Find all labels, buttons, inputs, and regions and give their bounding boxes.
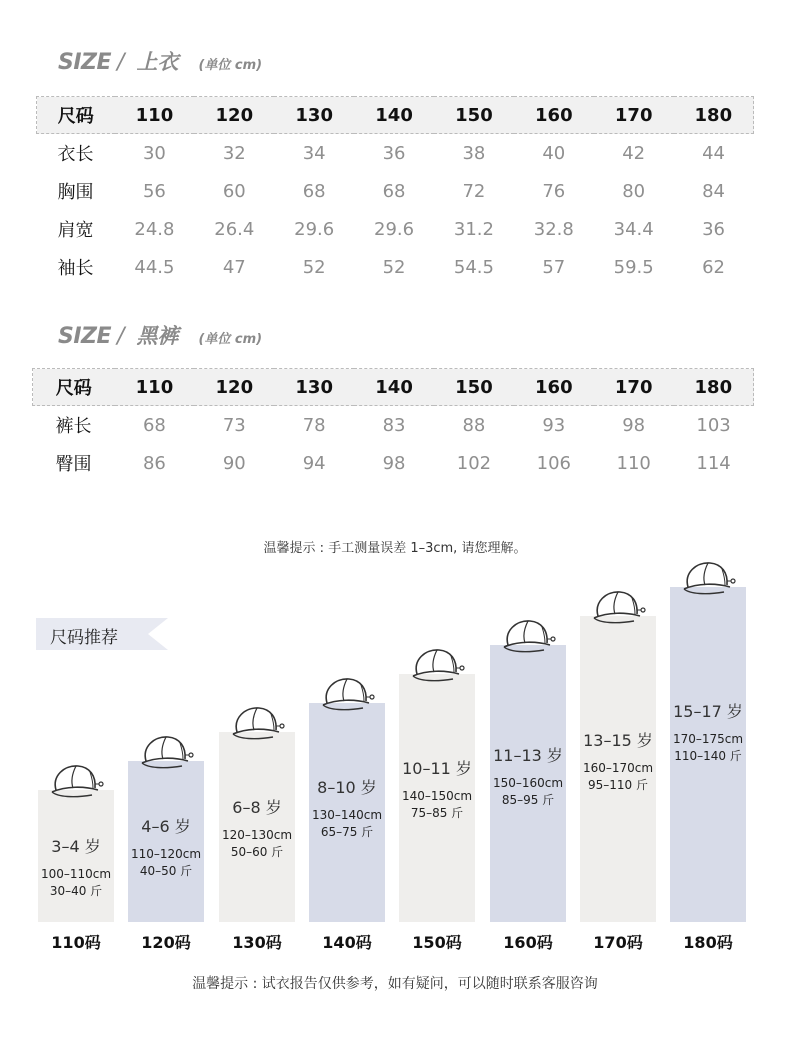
measure-cell: 44 (702, 142, 726, 164)
bar-size-label: 120码 (141, 933, 191, 952)
tops-title-unit: (单位 cm) (198, 58, 263, 73)
size-header-cell: 170 (594, 97, 674, 134)
measure-cell: 62 (702, 256, 726, 278)
size-recommend-label: 尺码推荐 (50, 628, 118, 648)
weight-range: 50–60 斤 (230, 845, 284, 859)
weight-range: 65–75 斤 (320, 825, 374, 839)
measure-cell: 98 (622, 414, 646, 436)
baseball-cap-icon (136, 733, 196, 769)
measure-cell: 73 (222, 414, 246, 436)
table-row (33, 444, 754, 482)
age-range: 11–13 岁 (493, 746, 563, 765)
measure-cell: 36 (702, 218, 726, 240)
weight-range: 95–110 斤 (588, 778, 648, 792)
height-range: 140–150cm (401, 789, 473, 803)
bar-size-label: 140码 (322, 933, 372, 952)
tops-header-row (37, 97, 754, 134)
weight-range: 85–95 斤 (501, 793, 555, 807)
measure-cell: 60 (222, 180, 246, 202)
size-bar (490, 645, 566, 922)
height-range: 160–170cm (582, 761, 654, 775)
bar-size-label: 130码 (232, 933, 282, 952)
measure-cell: 24.8 (134, 218, 175, 240)
measure-cell: 80 (622, 180, 646, 202)
baseball-cap-icon (227, 704, 287, 740)
age-range: 6–8 岁 (232, 798, 282, 817)
age-range: 15–17 岁 (673, 702, 743, 721)
measure-cell: 29.6 (374, 218, 415, 240)
measure-cell: 110 (616, 452, 651, 474)
size-bar (670, 587, 746, 922)
measure-cell: 47 (222, 256, 246, 278)
measure-cell: 68 (382, 180, 406, 202)
measure-cell: 94 (302, 452, 326, 474)
size-recommend-tag (36, 618, 168, 650)
pants-title-size: SIZE (58, 324, 112, 349)
height-range: 120–130cm (221, 828, 293, 842)
size-header-cell: 120 (194, 369, 274, 406)
tops-title-name: 上衣 (136, 50, 179, 74)
measure-cell: 86 (142, 452, 166, 474)
size-bar (309, 703, 385, 922)
age-range: 10–11 岁 (402, 759, 472, 778)
row-label: 臀围 (55, 454, 92, 475)
size-header-cell: 140 (354, 97, 434, 134)
measure-cell: 59.5 (613, 256, 654, 278)
measure-cell: 56 (142, 180, 166, 202)
measure-cell: 54.5 (453, 256, 494, 278)
weight-range: 40–50 斤 (139, 864, 193, 878)
measure-cell: 103 (696, 414, 731, 436)
size-header-cell: 180 (674, 369, 754, 406)
pants-title-slash: / (117, 324, 125, 349)
footer-note: 温馨提示 : 试衣报告仅供参考，如有疑问，可以随时联系客服咨询 (192, 976, 598, 992)
size-header-cell: 160 (514, 369, 594, 406)
tops-section-title (58, 46, 262, 76)
tag-notch (148, 618, 168, 650)
size-header-cell: 140 (354, 369, 434, 406)
bar-size-label: 150码 (412, 933, 462, 952)
baseball-cap-icon (317, 675, 377, 711)
size-bar (219, 732, 295, 922)
table-row (37, 172, 754, 210)
size-header-cell: 150 (434, 97, 514, 134)
measure-cell: 26.4 (214, 218, 255, 240)
measure-cell: 34 (302, 142, 326, 164)
age-range: 3–4 岁 (51, 837, 101, 856)
measure-cell: 84 (702, 180, 726, 202)
size-bar (38, 790, 114, 922)
size-bar (399, 674, 475, 922)
measure-cell: 40 (542, 142, 566, 164)
measure-cell: 36 (382, 142, 406, 164)
measure-cell: 68 (142, 414, 166, 436)
measure-cell: 76 (542, 180, 566, 202)
measure-cell: 83 (382, 414, 406, 436)
measurement-note: 温馨提示 : 手工测量误差 1–3cm, 请您理解。 (263, 541, 527, 556)
bar-size-label: 110码 (51, 933, 101, 952)
pants-title-unit: (单位 cm) (198, 332, 263, 347)
tops-title-size: SIZE (58, 50, 112, 75)
bar-size-label: 170码 (593, 933, 643, 952)
size-header-label: 尺码 (37, 97, 115, 134)
size-header-cell: 170 (594, 369, 674, 406)
measure-cell: 78 (302, 414, 326, 436)
height-range: 130–140cm (311, 808, 383, 822)
size-header-cell: 180 (674, 97, 754, 134)
age-range: 8–10 岁 (317, 778, 377, 797)
table-row (37, 134, 754, 173)
pants-section-title (58, 320, 262, 350)
bar-size-label: 180码 (683, 933, 733, 952)
measure-cell: 52 (302, 256, 326, 278)
pants-header-row (33, 369, 754, 406)
row-label: 裤长 (55, 416, 92, 437)
row-label: 胸围 (57, 182, 94, 203)
baseball-cap-icon (498, 617, 558, 653)
height-range: 110–120cm (130, 847, 202, 861)
table-row (33, 406, 754, 445)
size-bar (580, 616, 656, 922)
age-range: 13–15 岁 (583, 731, 653, 750)
pants-size-table (32, 368, 754, 482)
measure-cell: 72 (462, 180, 486, 202)
bar-size-label: 160码 (503, 933, 553, 952)
size-header-cell: 150 (434, 369, 514, 406)
measure-cell: 68 (302, 180, 326, 202)
measure-cell: 114 (696, 452, 731, 474)
measure-cell: 31.2 (453, 218, 494, 240)
measure-cell: 32.8 (533, 218, 574, 240)
height-range: 100–110cm (40, 867, 112, 881)
height-range: 150–160cm (492, 776, 564, 790)
age-range: 4–6 岁 (141, 817, 191, 836)
size-header-cell: 120 (194, 97, 274, 134)
size-header-cell: 110 (115, 369, 195, 406)
size-header-label: 尺码 (33, 369, 115, 406)
row-label: 肩宽 (57, 220, 94, 241)
table-row (37, 248, 754, 286)
size-header-cell: 130 (274, 97, 354, 134)
table-row (37, 210, 754, 248)
measure-cell: 29.6 (294, 218, 335, 240)
baseball-cap-icon (588, 588, 648, 624)
tops-size-table (36, 96, 754, 286)
measure-cell: 30 (142, 142, 166, 164)
baseball-cap-icon (407, 646, 467, 682)
weight-range: 110–140 斤 (674, 749, 742, 763)
baseball-cap-icon (46, 762, 106, 798)
measure-cell: 57 (542, 256, 566, 278)
measure-cell: 88 (462, 414, 486, 436)
measure-cell: 38 (462, 142, 486, 164)
tops-title-slash: / (117, 50, 125, 75)
size-header-cell: 130 (274, 369, 354, 406)
row-label: 袖长 (57, 258, 94, 279)
height-range: 170–175cm (672, 732, 744, 746)
measure-cell: 106 (536, 452, 571, 474)
measure-cell: 93 (542, 414, 566, 436)
measure-cell: 32 (222, 142, 246, 164)
measure-cell: 34.4 (613, 218, 654, 240)
pants-title-name: 黑裤 (136, 324, 179, 348)
measure-cell: 52 (382, 256, 406, 278)
weight-range: 75–85 斤 (410, 806, 464, 820)
size-bar (128, 761, 204, 922)
baseball-cap-icon (678, 559, 738, 595)
measure-cell: 90 (222, 452, 246, 474)
measure-cell: 42 (622, 142, 646, 164)
size-header-cell: 110 (115, 97, 195, 134)
measure-cell: 102 (456, 452, 492, 474)
row-label: 衣长 (57, 144, 94, 165)
size-header-cell: 160 (514, 97, 594, 134)
weight-range: 30–40 斤 (49, 884, 103, 898)
measure-cell: 44.5 (134, 256, 175, 278)
measure-cell: 98 (382, 452, 406, 474)
